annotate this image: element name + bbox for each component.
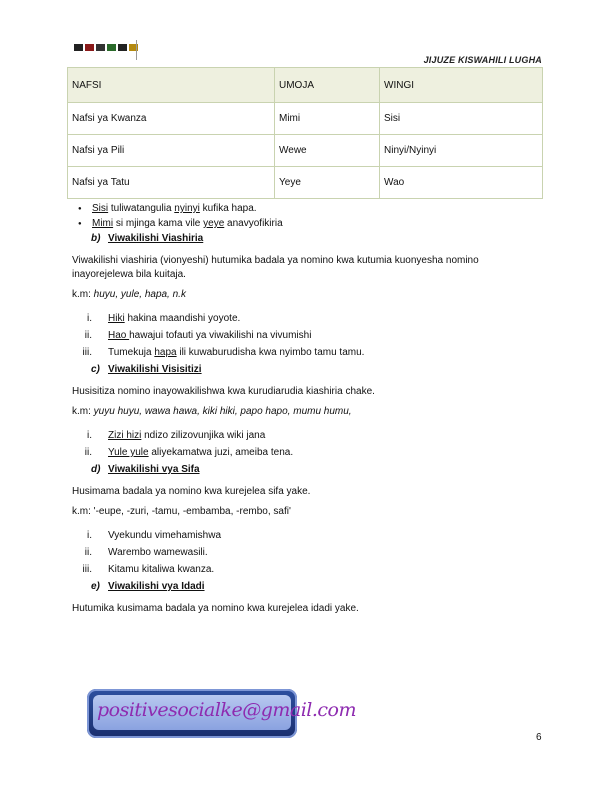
table-row bbox=[68, 135, 543, 167]
paragraph: Husisitiza nomino inayowakilishwa kwa kurudiarudia kiashiria chake. bbox=[72, 386, 375, 397]
page-number: 6 bbox=[536, 732, 542, 743]
list-item: ii. Yule yule aliyekamatwa juzi, ameiba tena. bbox=[84, 447, 294, 458]
table-cell: Nafsi ya Kwanza bbox=[68, 103, 275, 135]
nafsi-table bbox=[67, 67, 543, 199]
list-item: ● Mimi si mjinga kama vile yeye anavyofikiria bbox=[72, 217, 542, 232]
paragraph: Hutumika kusimama badala ya nomino kwa kurejelea idadi yake. bbox=[72, 603, 359, 614]
section-heading: c) Viwakilishi Visisitizi bbox=[91, 364, 202, 375]
publisher-logo bbox=[74, 40, 138, 54]
table-cell: Nafsi ya Tatu bbox=[68, 167, 275, 199]
list-item: iii. Kitamu kitaliwa kwanza. bbox=[82, 564, 215, 575]
body-text bbox=[72, 202, 542, 622]
section-heading: e) Viwakilishi vya Idadi bbox=[91, 581, 205, 592]
header-divider bbox=[136, 40, 137, 60]
table-header-cell: WINGI bbox=[380, 68, 543, 103]
table-header-row bbox=[68, 68, 543, 103]
table-row bbox=[68, 167, 543, 199]
list-item: ● Sisi tuliwatangulia nyinyi kufika hapa. bbox=[72, 202, 542, 217]
list-item: iii. Tumekuja hapa ili kuwaburudisha kwa nyimbo tamu tamu. bbox=[82, 347, 365, 358]
table-header-cell: UMOJA bbox=[275, 68, 380, 103]
list-item: ii. Warembo wamewasili. bbox=[84, 547, 208, 558]
table-cell: Sisi bbox=[380, 103, 543, 135]
section-heading: d) Viwakilishi vya Sifa bbox=[91, 464, 200, 475]
examples-line: k.m: huyu, yule, hapa, n.k bbox=[72, 289, 186, 300]
paragraph: Husimama badala ya nomino kwa kurejelea sifa yake. bbox=[72, 486, 311, 497]
table-cell: Wao bbox=[380, 167, 543, 199]
examples-line: k.m: '-eupe, -zuri, -tamu, -embamba, -rembo, safi' bbox=[72, 506, 291, 517]
paragraph: Viwakilishi viashiria (vionyeshi) hutumika badala ya nomino kwa kutumia kuonyesha nomino inayorejelewa bila kuitaja. bbox=[72, 255, 479, 280]
examples-line: k.m: yuyu huyu, wawa hawa, kiki hiki, papo hapo, mumu humu, bbox=[72, 406, 352, 417]
email-text: positivesocialke@gmail.com bbox=[97, 699, 356, 721]
table-cell: Ninyi/Nyinyi bbox=[380, 135, 543, 167]
running-title: JIJUZE KISWAHILI LUGHA bbox=[423, 55, 542, 65]
table-cell: Yeye bbox=[275, 167, 380, 199]
list-item: i. Vyekundu vimehamishwa bbox=[87, 530, 222, 541]
table-cell: Mimi bbox=[275, 103, 380, 135]
table-header-cell: NAFSI bbox=[68, 68, 275, 103]
table-cell: Wewe bbox=[275, 135, 380, 167]
table-row bbox=[68, 103, 543, 135]
list-item: i. Hiki hakina maandishi yoyote. bbox=[87, 313, 241, 324]
section-heading: b) Viwakilishi Viashiria bbox=[91, 233, 204, 244]
table-cell: Nafsi ya Pili bbox=[68, 135, 275, 167]
email-badge bbox=[87, 689, 356, 738]
list-item: i. Zizi hizi ndizo zilizovunjika wiki jana bbox=[87, 430, 266, 441]
list-item: ii. Hao hawajui tofauti ya viwakilishi na vivumishi bbox=[84, 330, 312, 341]
